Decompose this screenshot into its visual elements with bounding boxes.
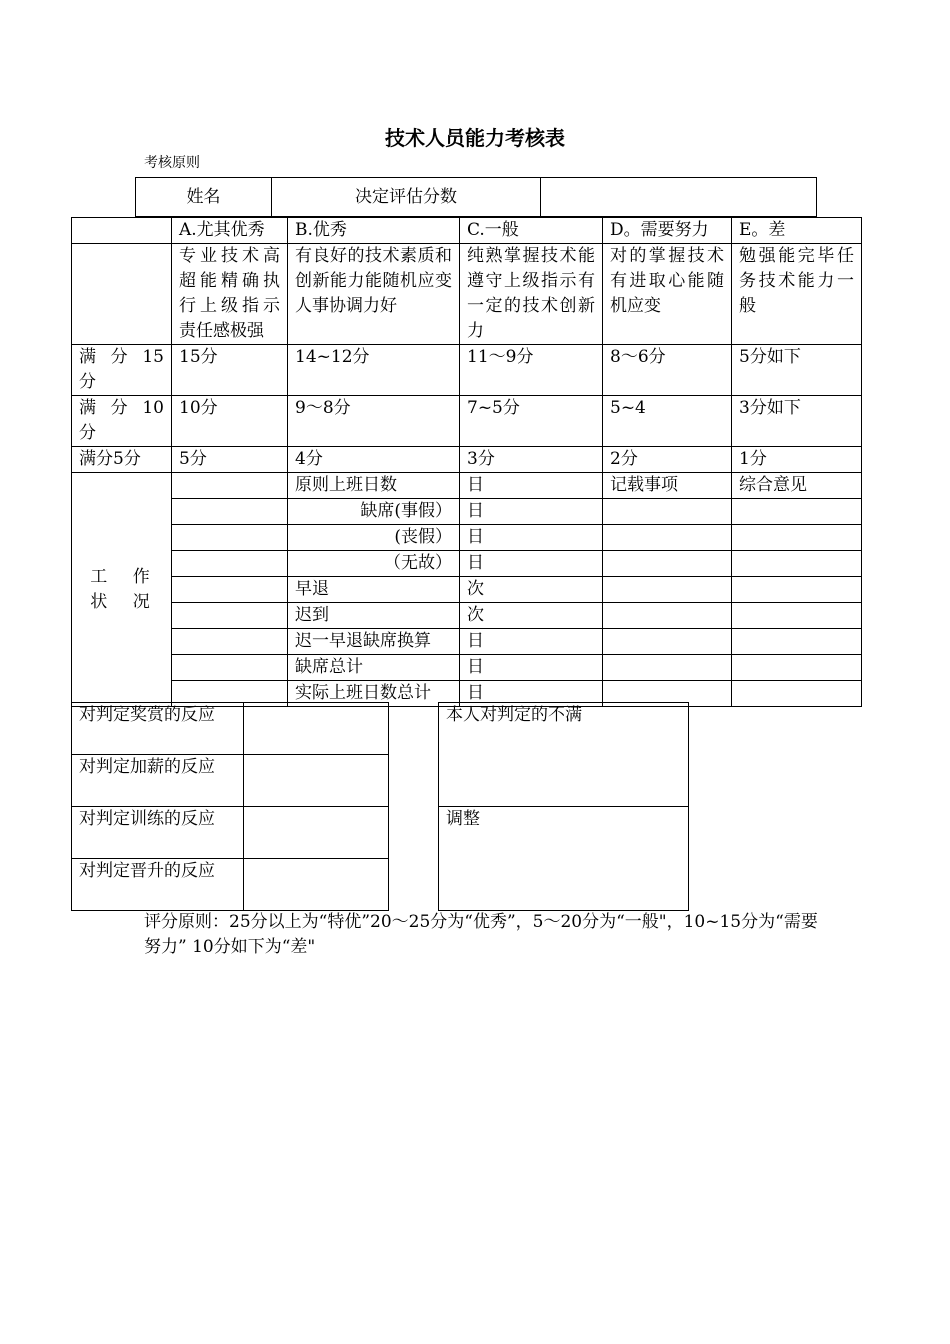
work-blank-cell[interactable] [172, 551, 288, 577]
grade-description-row [72, 244, 862, 345]
score-cell: 2分 [603, 447, 732, 473]
work-note: 记载事项 [603, 473, 732, 499]
work-opinion[interactable] [732, 525, 862, 551]
corner-cell [72, 218, 172, 244]
work-blank-cell[interactable] [172, 577, 288, 603]
adjustment-field[interactable]: 调整 [439, 807, 689, 911]
score-row-label: 满分5分 [72, 447, 172, 473]
grade-table [71, 217, 862, 707]
work-row [72, 655, 862, 681]
score-cell: 5分如下 [732, 345, 862, 396]
work-unit: 次 [460, 603, 603, 629]
score-cell: 14~12分 [288, 345, 460, 396]
score-row-label: 满 分 10 分 [72, 396, 172, 447]
score-cell: 3分 [460, 447, 603, 473]
grade-header: C.一般 [460, 218, 603, 244]
work-item: 实际上班日数总计 [288, 681, 460, 707]
score-cell: 7~5分 [460, 396, 603, 447]
score-cell: 8～6分 [603, 345, 732, 396]
work-opinion[interactable] [732, 551, 862, 577]
work-status-label: 工 作 状 况 [72, 473, 172, 707]
work-opinion[interactable] [732, 603, 862, 629]
blank-cell [72, 244, 172, 345]
reaction-field[interactable] [244, 859, 389, 911]
principle-label: 考核原则 [144, 155, 200, 171]
work-item: 早退 [288, 577, 460, 603]
work-item: 原则上班日数 [288, 473, 460, 499]
score-row-label: 满 分 15 分 [72, 345, 172, 396]
score-cell: 5~4 [603, 396, 732, 447]
work-opinion[interactable] [732, 499, 862, 525]
grade-description: 纯熟掌握技术能遵守上级指示有一定的技术创新力 [460, 244, 603, 345]
score-label: 决定评估分数 [272, 178, 541, 217]
work-unit: 日 [460, 681, 603, 707]
grade-description: 专业技术高超能精确执行上级指示责任感极强 [172, 244, 288, 345]
opinion-table [438, 702, 689, 911]
work-opinion[interactable] [732, 681, 862, 707]
grade-header: A.尤其优秀 [172, 218, 288, 244]
work-note[interactable] [603, 629, 732, 655]
work-item: (丧假） [288, 525, 460, 551]
score-cell: 1分 [732, 447, 862, 473]
score-cell: 5分 [172, 447, 288, 473]
score-row [72, 447, 862, 473]
work-unit: 日 [460, 473, 603, 499]
work-unit: 日 [460, 525, 603, 551]
work-blank-cell[interactable] [172, 655, 288, 681]
grade-description: 有良好的技术素质和创新能力能随机应变人事协调力好 [288, 244, 460, 345]
scoring-note: 评分原则：25分以上为“特优”20～25分为“优秀”，5～20分为“一般"，10~15分为“需要努力” 10分如下为“差" [144, 912, 818, 957]
score-cell: 15分 [172, 345, 288, 396]
score-cell: 10分 [172, 396, 288, 447]
grade-header: B.优秀 [288, 218, 460, 244]
score-cell: 4分 [288, 447, 460, 473]
work-note[interactable] [603, 655, 732, 681]
work-blank-cell[interactable] [172, 525, 288, 551]
work-opinion[interactable] [732, 577, 862, 603]
work-note[interactable] [603, 603, 732, 629]
work-note[interactable] [603, 499, 732, 525]
reaction-label: 对判定训练的反应 [72, 807, 244, 859]
work-blank-cell[interactable] [172, 603, 288, 629]
reaction-table [71, 702, 389, 911]
work-row [72, 525, 862, 551]
score-cell: 9～8分 [288, 396, 460, 447]
grade-header: E。差 [732, 218, 862, 244]
work-unit: 次 [460, 577, 603, 603]
work-note[interactable] [603, 525, 732, 551]
work-item: 缺席总计 [288, 655, 460, 681]
work-unit: 日 [460, 499, 603, 525]
work-opinion: 综合意见 [732, 473, 862, 499]
work-unit: 日 [460, 629, 603, 655]
name-label: 姓名 [136, 178, 272, 217]
score-cell: 3分如下 [732, 396, 862, 447]
reaction-label: 对判定奖赏的反应 [72, 703, 244, 755]
work-blank-cell[interactable] [172, 629, 288, 655]
grade-header-row [72, 218, 862, 244]
work-row [72, 473, 862, 499]
grade-description: 勉强能完毕任务技术能力一般 [732, 244, 862, 345]
score-cell: 11～9分 [460, 345, 603, 396]
work-note[interactable] [603, 577, 732, 603]
work-item: 迟一早退缺席换算 [288, 629, 460, 655]
score-value-field[interactable] [541, 178, 817, 217]
work-blank-cell[interactable] [172, 499, 288, 525]
score-row [72, 345, 862, 396]
header-table [135, 177, 817, 217]
work-row [72, 499, 862, 525]
grade-header: D。需要努力 [603, 218, 732, 244]
work-row [72, 577, 862, 603]
work-blank-cell[interactable] [172, 473, 288, 499]
reaction-field[interactable] [244, 703, 389, 755]
dissatisfaction-field[interactable]: 本人对判定的不满 [439, 703, 689, 807]
reaction-label: 对判定加薪的反应 [72, 755, 244, 807]
work-row [72, 629, 862, 655]
work-item: 缺席(事假） [288, 499, 460, 525]
work-opinion[interactable] [732, 629, 862, 655]
work-opinion[interactable] [732, 655, 862, 681]
reaction-field[interactable] [244, 807, 389, 859]
work-unit: 日 [460, 655, 603, 681]
reaction-field[interactable] [244, 755, 389, 807]
work-row [72, 551, 862, 577]
reaction-label: 对判定晋升的反应 [72, 859, 244, 911]
work-row [72, 603, 862, 629]
page-title: 技术人员能力考核表 [385, 126, 565, 150]
work-unit: 日 [460, 551, 603, 577]
work-item: 迟到 [288, 603, 460, 629]
work-note[interactable] [603, 551, 732, 577]
work-item: （无故） [288, 551, 460, 577]
grade-description: 对的掌握技术有进取心能随机应变 [603, 244, 732, 345]
score-row [72, 396, 862, 447]
